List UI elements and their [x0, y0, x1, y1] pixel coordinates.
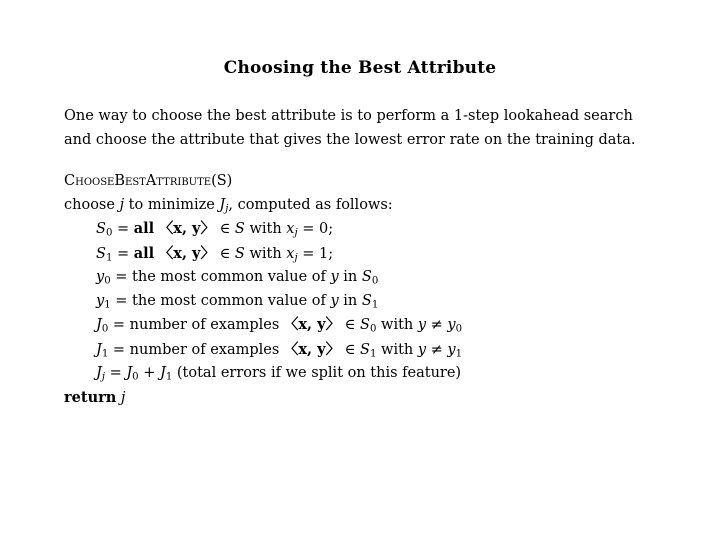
choose-variable: j — [119, 196, 125, 213]
step-s0 — [64, 217, 462, 242]
step-set-sub: 0 — [371, 275, 379, 287]
step-eq: = — [112, 221, 134, 237]
step-var: x — [286, 245, 295, 262]
algorithm-block — [64, 170, 462, 410]
step-with: with — [376, 317, 418, 333]
step-lhs: J — [96, 317, 102, 333]
step-term-b: J — [160, 365, 166, 381]
step-in: ∈ — [214, 245, 235, 262]
step-set: S — [361, 292, 372, 309]
step-set-sub: 0 — [369, 323, 377, 335]
step-lhs-sub: 0 — [101, 323, 109, 335]
step-set: S — [234, 221, 245, 237]
step-set-sub: 1 — [371, 299, 379, 311]
step-in: ∈ — [340, 341, 361, 358]
step-with: with — [244, 221, 287, 237]
step-term-a-sub: 0 — [132, 371, 139, 383]
step-lhs-sub: 1 — [105, 252, 113, 264]
step-var-sub: j — [294, 252, 298, 264]
intro-paragraph: One way to choose the best attribute is to perform a 1-step lookahead search and choose the attribute that gives the lowest error rate on the training data. — [64, 108, 636, 148]
step-eq: = — [104, 365, 127, 381]
step-lhs: y — [96, 292, 105, 309]
choose-text: to minimize — [128, 196, 215, 213]
step-y1 — [64, 290, 462, 314]
step-text: number of examples — [129, 317, 284, 333]
step-eq: = — [110, 292, 133, 309]
step-lhs-sub: 0 — [104, 275, 111, 287]
step-y0 — [64, 266, 462, 290]
step-lhs: S — [96, 221, 106, 237]
step-text: the most common value of — [132, 269, 331, 285]
step-var: y — [330, 269, 339, 285]
step-tuple: 〈x, y〉 — [283, 340, 341, 358]
step-eq: = — [108, 341, 130, 358]
step-j1 — [64, 338, 462, 363]
step-in: ∈ — [214, 221, 235, 237]
step-cond: = 1; — [297, 245, 334, 262]
step-cond: y ≠ y — [417, 317, 456, 333]
step-in: in — [338, 269, 362, 285]
step-set: S — [360, 341, 370, 358]
choose-suffix: , computed as follows: — [228, 196, 393, 213]
return-variable: j — [120, 389, 126, 406]
step-tuple: 〈x, y〉 — [158, 220, 215, 237]
objective-subscript: j — [225, 203, 229, 215]
step-text: number of examples — [129, 341, 284, 358]
step-set-sub: 1 — [369, 348, 377, 360]
choose-line — [64, 194, 462, 218]
step-var: y — [330, 292, 339, 309]
step-jj — [64, 362, 462, 386]
return-line — [64, 386, 462, 411]
step-cond: y ≠ y — [417, 341, 456, 358]
step-cond-sub: 0 — [455, 323, 463, 335]
step-lhs: J — [96, 365, 102, 381]
step-lhs: J — [96, 341, 102, 358]
algorithm-header — [64, 170, 462, 194]
step-var-sub: j — [294, 227, 298, 239]
slide-title: Choosing the Best Attribute — [223, 58, 497, 78]
return-keyword: return — [64, 388, 117, 406]
step-term-b-sub: 1 — [165, 371, 173, 383]
step-plus: + — [138, 365, 160, 381]
step-var: x — [286, 221, 295, 237]
step-set: S — [361, 269, 372, 285]
step-lhs-sub: 1 — [101, 348, 109, 360]
step-set: S — [234, 245, 245, 262]
step-tuple: 〈x, y〉 — [283, 316, 341, 333]
step-all: all — [133, 244, 155, 262]
step-comment: (total errors if we split on this feature) — [172, 365, 462, 381]
objective-variable: J — [219, 196, 226, 213]
step-set: S — [360, 317, 370, 333]
step-eq: = — [108, 317, 130, 333]
step-cond-sub: 1 — [455, 348, 463, 360]
function-argument: (S) — [211, 173, 233, 189]
step-lhs: y — [96, 269, 105, 285]
step-tuple: 〈x, y〉 — [158, 244, 215, 262]
step-cond: = 0; — [297, 221, 334, 237]
step-in: ∈ — [340, 317, 361, 333]
step-j0 — [64, 313, 462, 338]
step-s1 — [64, 242, 462, 267]
step-with: with — [244, 245, 287, 262]
step-all: all — [133, 220, 155, 237]
step-lhs-sub: 0 — [105, 227, 113, 239]
step-term-a: J — [126, 365, 133, 381]
step-eq: = — [110, 269, 133, 285]
function-name: ChooseBestAttribute — [64, 173, 212, 189]
step-lhs-sub: j — [101, 371, 105, 383]
choose-keyword: choose — [64, 196, 115, 213]
step-with: with — [376, 341, 418, 358]
step-in: in — [338, 292, 362, 309]
step-eq: = — [112, 245, 134, 262]
step-lhs-sub: 1 — [104, 299, 111, 311]
step-lhs: S — [96, 245, 106, 262]
step-text: the most common value of — [132, 292, 331, 309]
